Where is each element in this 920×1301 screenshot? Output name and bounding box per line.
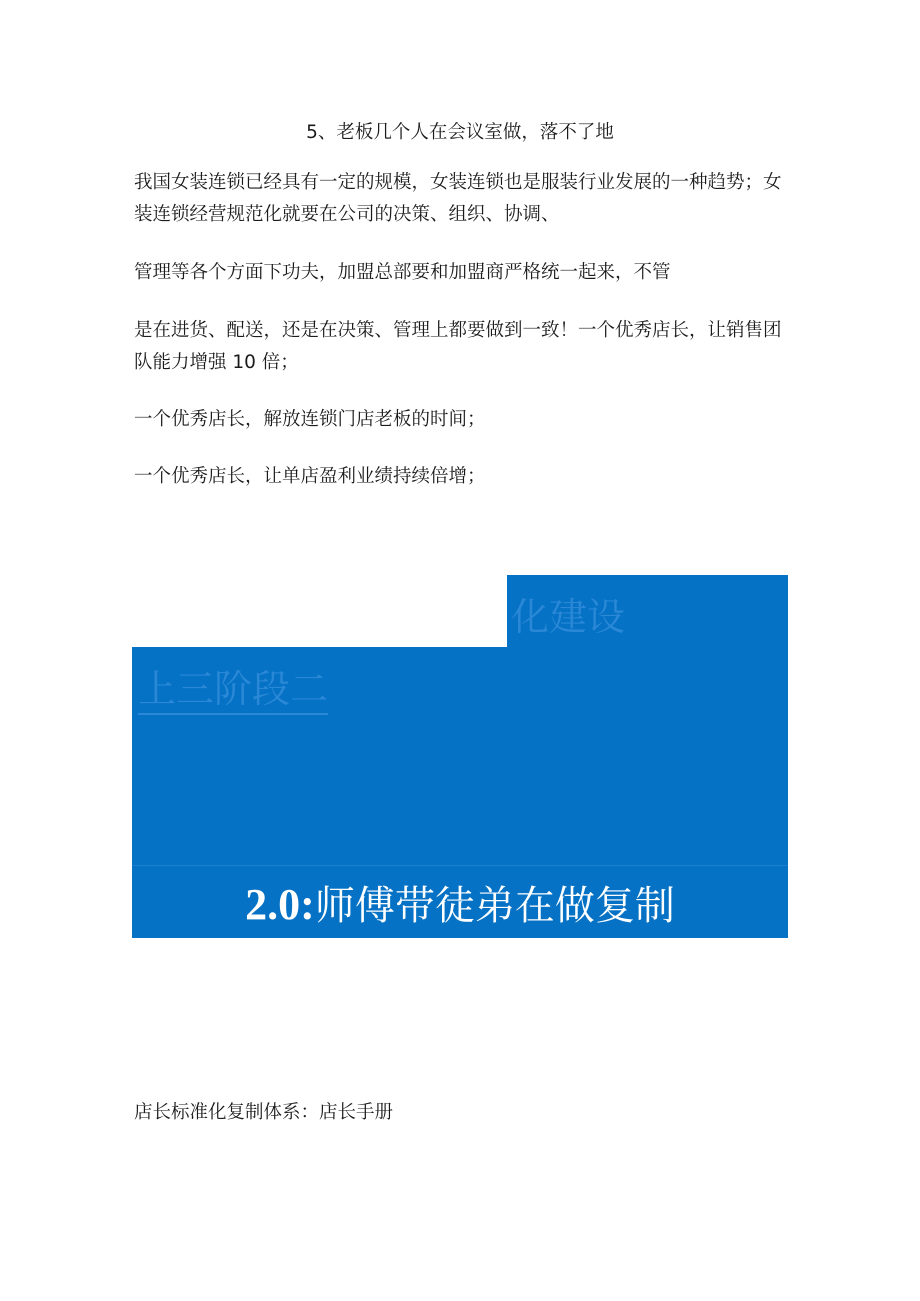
graphic-caption-block: [132, 866, 788, 938]
paragraph-2: 管理等各个方面下功夫，加盟总部要和加盟商严格统一起来，不管: [134, 262, 671, 283]
section-heading: 5、老板几个人在会议室做，落不了地: [306, 122, 614, 143]
graphic-main-block: [132, 647, 788, 865]
footer-text: 店长标准化复制体系：店长手册: [134, 1102, 394, 1123]
paragraph-4: 一个优秀店长，解放连锁门店老板的时间；: [134, 409, 486, 430]
paragraph-1: 我国女装连锁已经具有一定的规模，女装连锁也是服装行业发展的一种趋势；女装连锁经营规范化就要在公司的决策、组织、协调、: [134, 172, 782, 225]
graphic-tab-block: [507, 575, 788, 648]
graphic-caption-text: 师傅带徒弟在做复制: [314, 883, 675, 929]
graphic-caption-number: 2.0:: [245, 880, 315, 929]
paragraph-3: 是在进货、配送，还是在决策、管理上都要做到一致！一个优秀店长，让销售团队能力增强 10 倍；: [134, 320, 782, 373]
paragraph-5: 一个优秀店长，让单店盈利业绩持续倍增；: [134, 466, 486, 487]
graphic-tab-text: 化建设: [511, 595, 626, 639]
graphic-main-text: 上三阶段二: [138, 667, 329, 711]
